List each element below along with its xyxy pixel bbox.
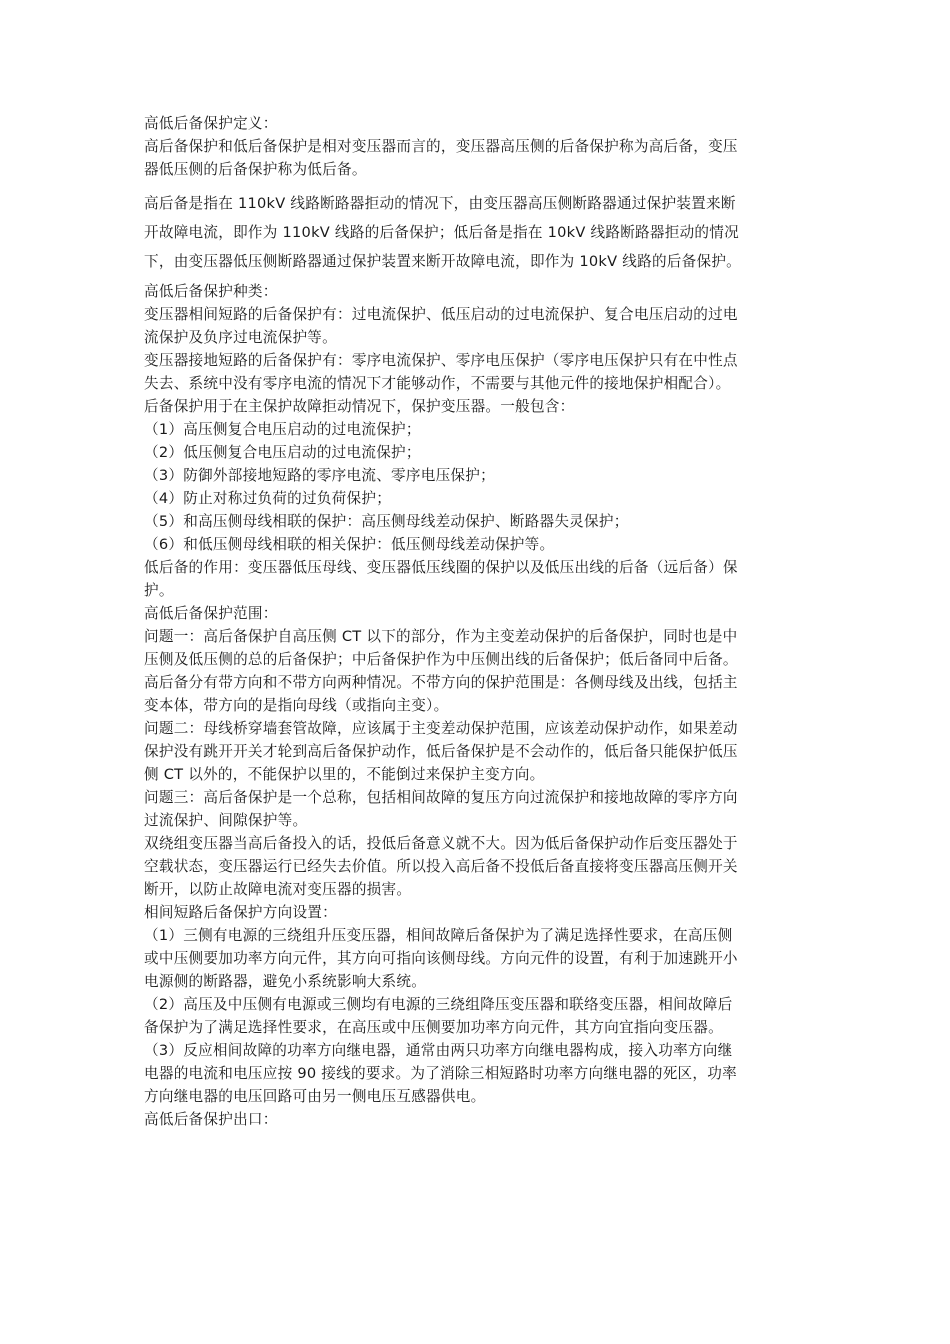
heading-definition: 高低后备保护定义： bbox=[144, 115, 278, 132]
text-line: 问题三：高后备保护是一个总称，包括相间故障的复压方向过流保护和接地故障的零序方向 bbox=[144, 789, 738, 806]
text-line: 变压器接地短路的后备保护有：零序电流保护、零序电压保护（零序电压保护只有在中性点 bbox=[144, 352, 738, 369]
list-item: 方向继电器的电压回路可由另一侧电压互感器供电。 bbox=[144, 1088, 486, 1105]
heading-outlet: 高低后备保护出口： bbox=[144, 1111, 278, 1128]
heading-direction: 相间短路后备保护方向设置： bbox=[144, 904, 337, 921]
text-line: 过流保护、间隙保护等。 bbox=[144, 812, 308, 829]
text-line: 失去、系统中没有零序电流的情况下才能够动作，不需要与其他元件的接地保护相配合）。 bbox=[144, 375, 731, 392]
text-line: 侧 CT 以外的，不能保护以里的，不能倒过来保护主变方向。 bbox=[144, 766, 545, 783]
text-line: 问题一：高后备保护自高压侧 CT 以下的部分，作为主变差动保护的后备保护，同时也是中 bbox=[144, 628, 738, 645]
text-line: 变本体，带方向的是指向母线（或指向主变）。 bbox=[144, 697, 449, 714]
text-line: 低后备的作用：变压器低压母线、变压器低压线圈的保护以及低压出线的后备（远后备）保 bbox=[144, 559, 738, 576]
heading-types: 高低后备保护种类： bbox=[144, 283, 278, 300]
list-item: （2）高压及中压侧有电源或三侧均有电源的三绕组降压变压器和联络变压器，相间故障后 bbox=[144, 996, 733, 1013]
list-item: （2）低压侧复合电压启动的过电流保护； bbox=[144, 444, 421, 461]
text-line: 流保护及负序过电流保护等。 bbox=[144, 329, 337, 346]
text-line: 高后备是指在 110kV 线路断路器拒动的情况下，由变压器高压侧断路器通过保护装置来断 bbox=[144, 195, 736, 212]
list-item: 或中压侧要加功率方向元件，其方向可指向该侧母线。方向元件的设置，有利于加速跳开小 bbox=[144, 950, 738, 967]
list-item: （1）高压侧复合电压启动的过电流保护； bbox=[144, 421, 421, 438]
text-line: 下，由变压器低压侧断路器通过保护装置来断开故障电流，即作为 10kV 线路的后备保护。 bbox=[144, 253, 742, 270]
text-line: 压侧及低压侧的总的后备保护；中后备保护作为中压侧出线的后备保护；低后备同中后备。 bbox=[144, 651, 738, 668]
list-item: 电器的电流和电压应按 90 接线的要求。为了消除三相短路时功率方向继电器的死区，功率 bbox=[144, 1065, 737, 1082]
text-line: 变压器相间短路的后备保护有：过电流保护、低压启动的过电流保护、复合电压启动的过电 bbox=[144, 306, 738, 323]
text-line: 问题二：母线桥穿墙套管故障，应该属于主变差动保护范围，应该差动保护动作，如果差动 bbox=[144, 720, 738, 737]
text-line: 断开，以防止故障电流对变压器的损害。 bbox=[144, 881, 412, 898]
list-item: （3）反应相间故障的功率方向继电器，通常由两只功率方向继电器构成，接入功率方向继 bbox=[144, 1042, 733, 1059]
text-line: 双绕组变压器当高后备投入的话，投低后备意义就不大。因为低后备保护动作后变压器处于 bbox=[144, 835, 738, 852]
list-item: （4）防止对称过负荷的过负荷保护； bbox=[144, 490, 392, 507]
list-item: 备保护为了满足选择性要求，在高压或中压侧要加功率方向元件，其方向宜指向变压器。 bbox=[144, 1019, 723, 1036]
heading-scope: 高低后备保护范围： bbox=[144, 605, 278, 622]
text-line: 后备保护用于在主保护故障拒动情况下，保护变压器。一般包含： bbox=[144, 398, 575, 415]
text-line: 器低压侧的后备保护称为低后备。 bbox=[144, 161, 367, 178]
text-line: 护。 bbox=[144, 582, 174, 599]
list-item: （6）和低压侧母线相联的相关保护：低压侧母线差动保护等。 bbox=[144, 536, 555, 553]
text-line: 高后备分有带方向和不带方向两种情况。不带方向的保护范围是：各侧母线及出线，包括主 bbox=[144, 674, 738, 691]
text-line: 保护没有跳开开关才轮到高后备保护动作，低后备保护是不会动作的，低后备只能保护低压 bbox=[144, 743, 738, 760]
text-line: 开故障电流，即作为 110kV 线路的后备保护；低后备是指在 10kV 线路断路器拒动的情况 bbox=[144, 224, 739, 241]
document-body bbox=[144, 112, 816, 1131]
text-line: 空载状态，变压器运行已经失去价值。所以投入高后备不投低后备直接将变压器高压侧开关 bbox=[144, 858, 738, 875]
list-item: 电源侧的断路器，避免小系统影响大系统。 bbox=[144, 973, 427, 990]
list-item: （5）和高压侧母线相联的保护：高压侧母线差动保护、断路器失灵保护； bbox=[144, 513, 629, 530]
list-item: （3）防御外部接地短路的零序电流、零序电压保护； bbox=[144, 467, 495, 484]
text-line: 高后备保护和低后备保护是相对变压器而言的，变压器高压侧的后备保护称为高后备，变压 bbox=[144, 138, 738, 155]
list-item: （1）三侧有电源的三绕组升压变压器，相间故障后备保护为了满足选择性要求，在高压侧 bbox=[144, 927, 733, 944]
